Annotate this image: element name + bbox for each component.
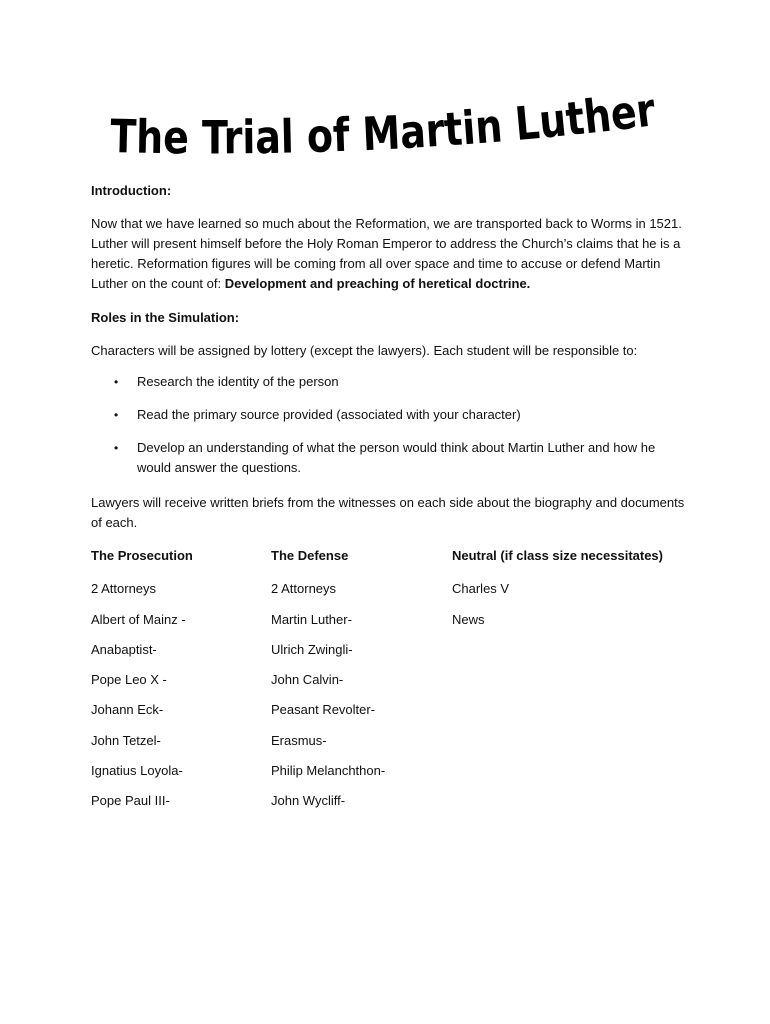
list-item: • Research the identity of the person: [91, 372, 681, 392]
table-row: Anabaptist- Ulrich Zwingli-: [91, 641, 353, 657]
table-row: Albert of Mainz - Martin Luther- News: [91, 611, 485, 627]
responsibility-list: [91, 372, 681, 491]
introduction-heading: Introduction:: [91, 183, 172, 198]
list-item: • Read the primary source provided (associated with your character): [91, 405, 681, 425]
column-header-prosecution: The Prosecution: [91, 548, 193, 563]
introduction-charge: Development and preaching of heretical doctrine.: [224, 276, 531, 291]
bullet-icon: •: [114, 408, 119, 422]
roles-table: [91, 546, 691, 822]
title-text: The Trial of Martin Luther: [109, 90, 663, 165]
roles-intro: Characters will be assigned by lottery (except the lawyers). Each student will be responsible to:: [91, 343, 638, 358]
table-row: John Tetzel- Erasmus-: [91, 732, 327, 748]
column-header-neutral: Neutral (if class size necessitates): [452, 548, 663, 563]
table-header-row: [91, 546, 691, 576]
bullet-icon: •: [114, 441, 119, 455]
document-title: [108, 90, 668, 170]
introduction-text: Now that we have learned so much about the Reformation, we are transported back to Worms in 1521. Luther will present himself before the Holy Roman Emperor to address the Church’s claims that he is a heretic. Reformation figures will be coming from all over space and time to accuse or defend Martin Luther on the count of:: [91, 216, 682, 291]
lawyers-note: Lawyers will receive written briefs from the witnesses on each side about the biography and documents of each.: [91, 495, 685, 530]
title-art: [108, 90, 668, 170]
list-item: • Develop an understanding of what the person would think about Martin Luther and how he would answer the questions.: [114, 440, 656, 475]
table-row: Ignatius Loyola- Philip Melanchthon-: [91, 763, 386, 779]
introduction-paragraph: [91, 214, 691, 294]
table-row: Pope Paul III- John Wycliff-: [91, 793, 346, 809]
column-header-defense: The Defense: [271, 548, 349, 563]
table-row: Pope Leo X - John Calvin-: [91, 672, 344, 688]
table-row: 2 Attorneys 2 Attorneys Charles V: [91, 581, 510, 597]
roles-heading: Roles in the Simulation:: [91, 310, 240, 325]
bullet-icon: •: [114, 375, 119, 389]
table-row: Johann Eck- Peasant Revolter-: [91, 702, 376, 718]
